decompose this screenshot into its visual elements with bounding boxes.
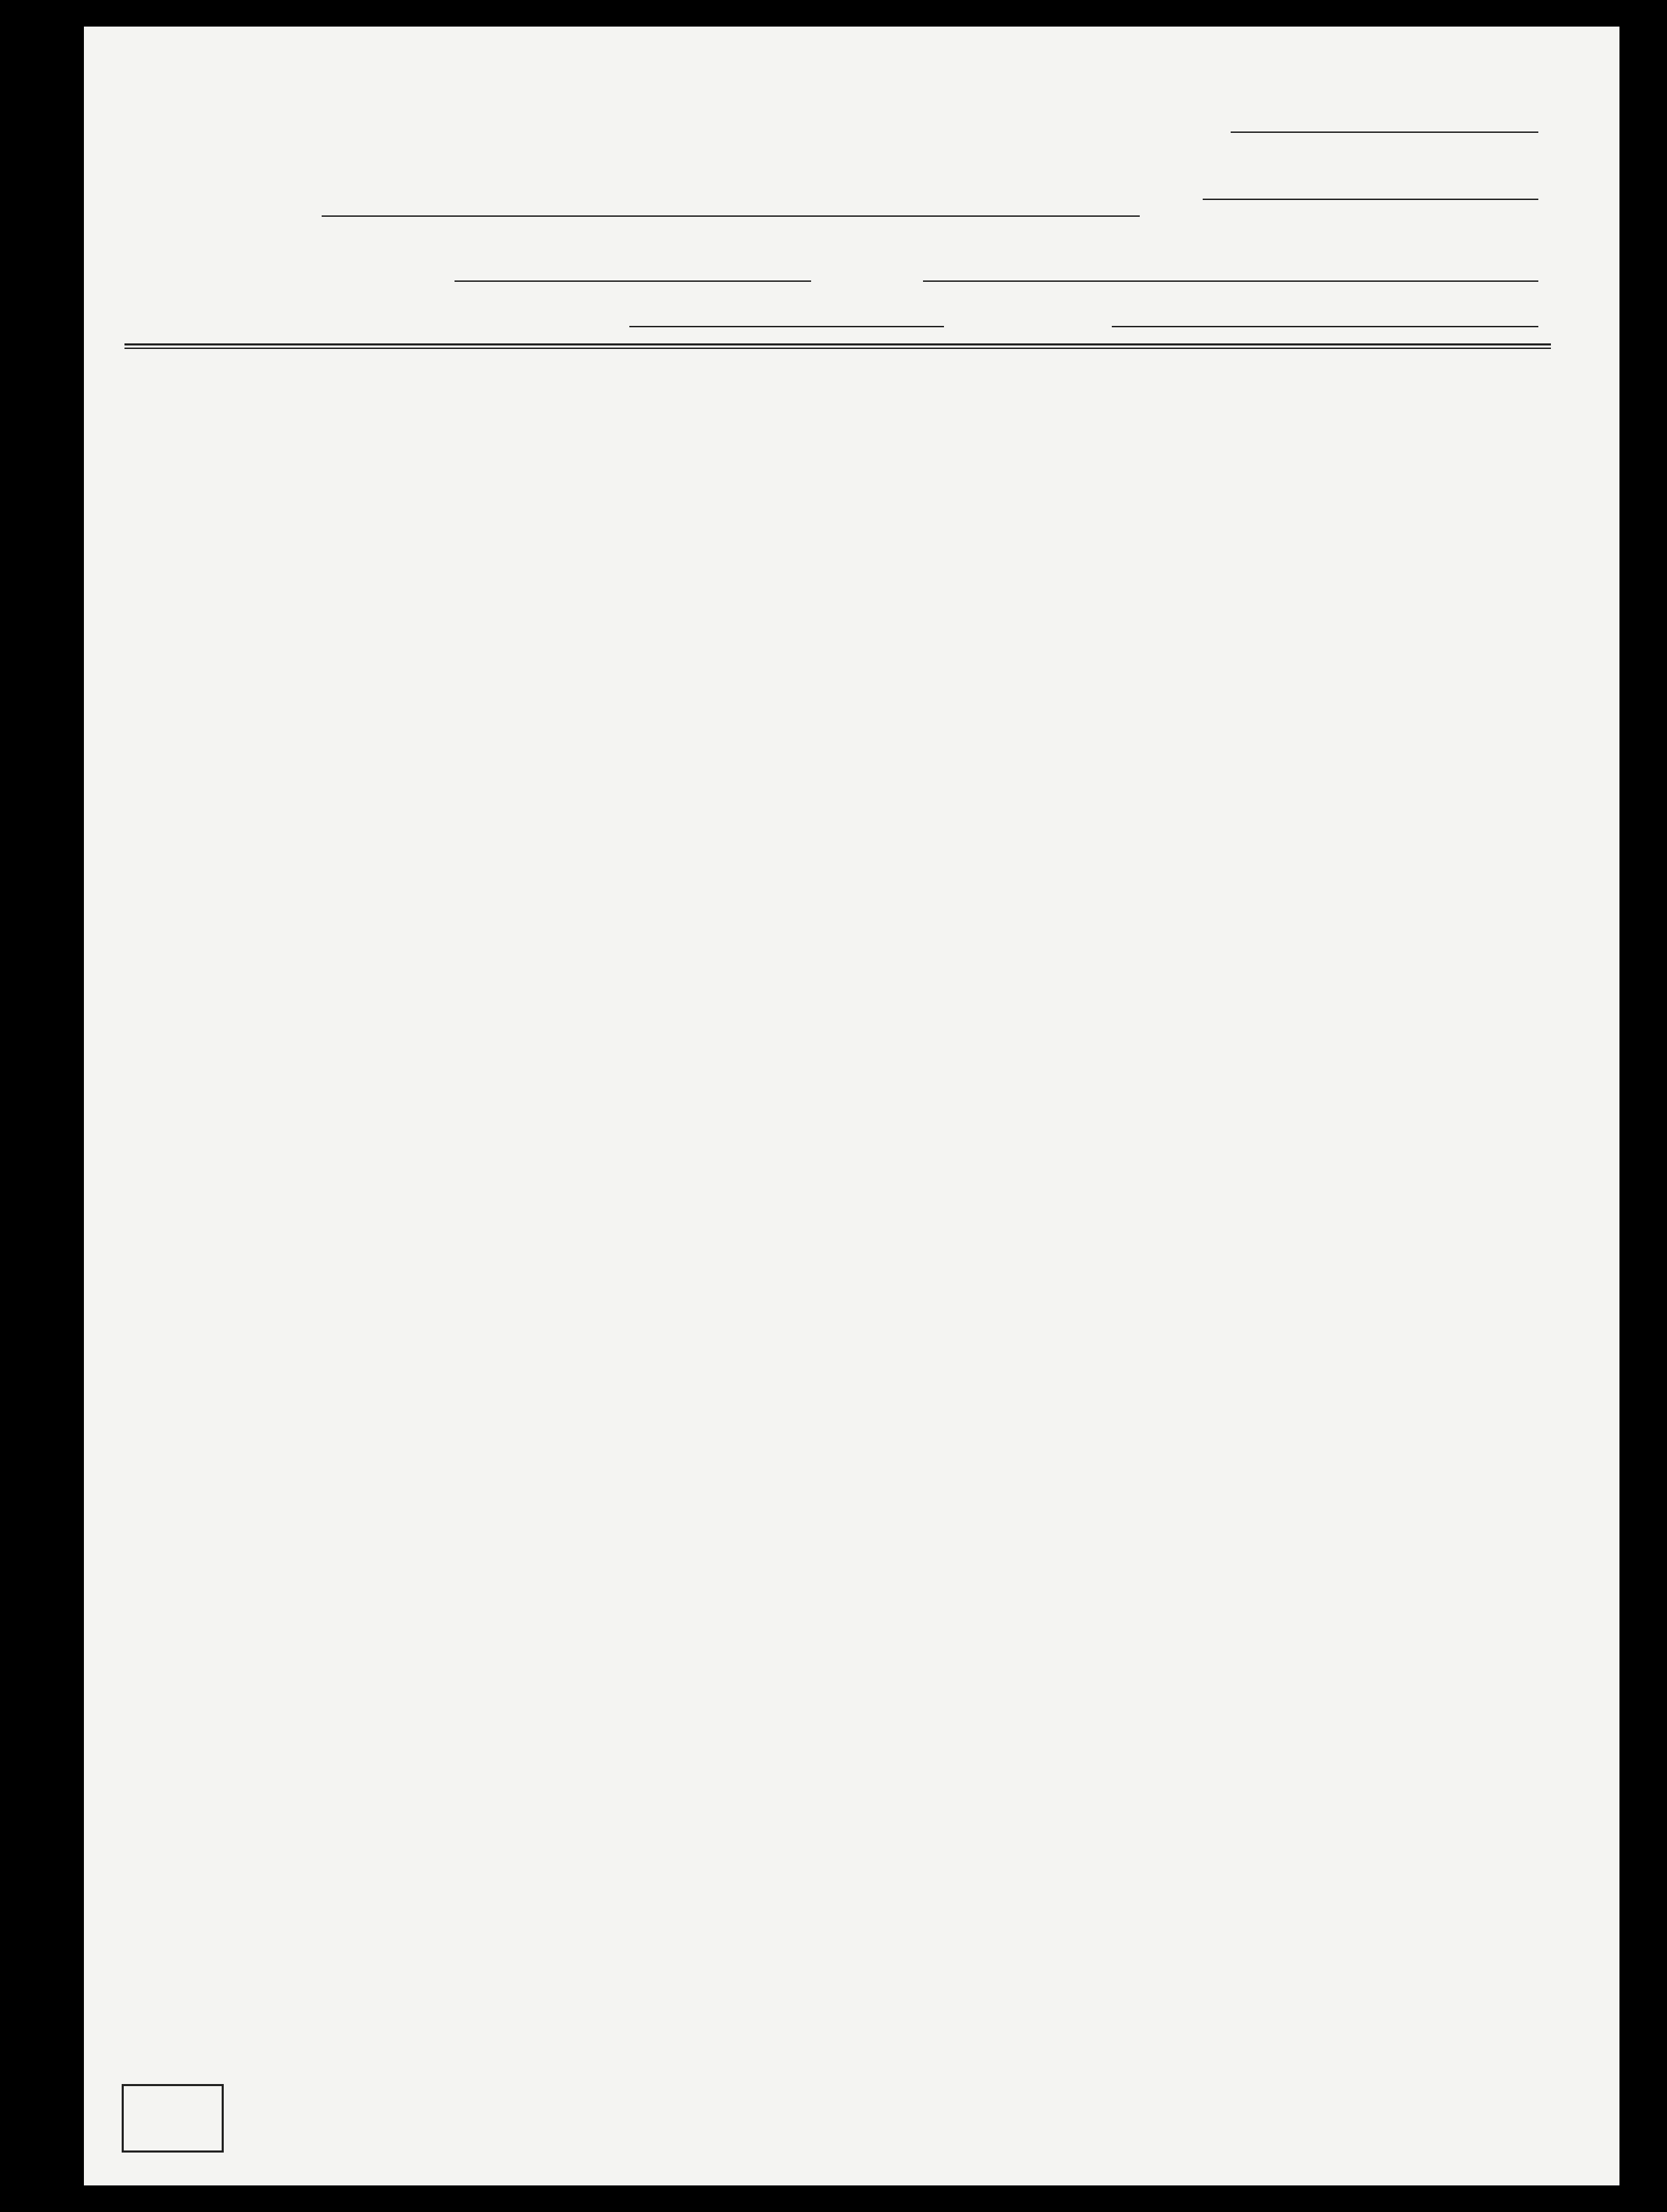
total-number-box — [122, 2084, 224, 2153]
manifest-sheet — [84, 27, 1619, 2185]
table-grid — [84, 27, 1619, 2185]
